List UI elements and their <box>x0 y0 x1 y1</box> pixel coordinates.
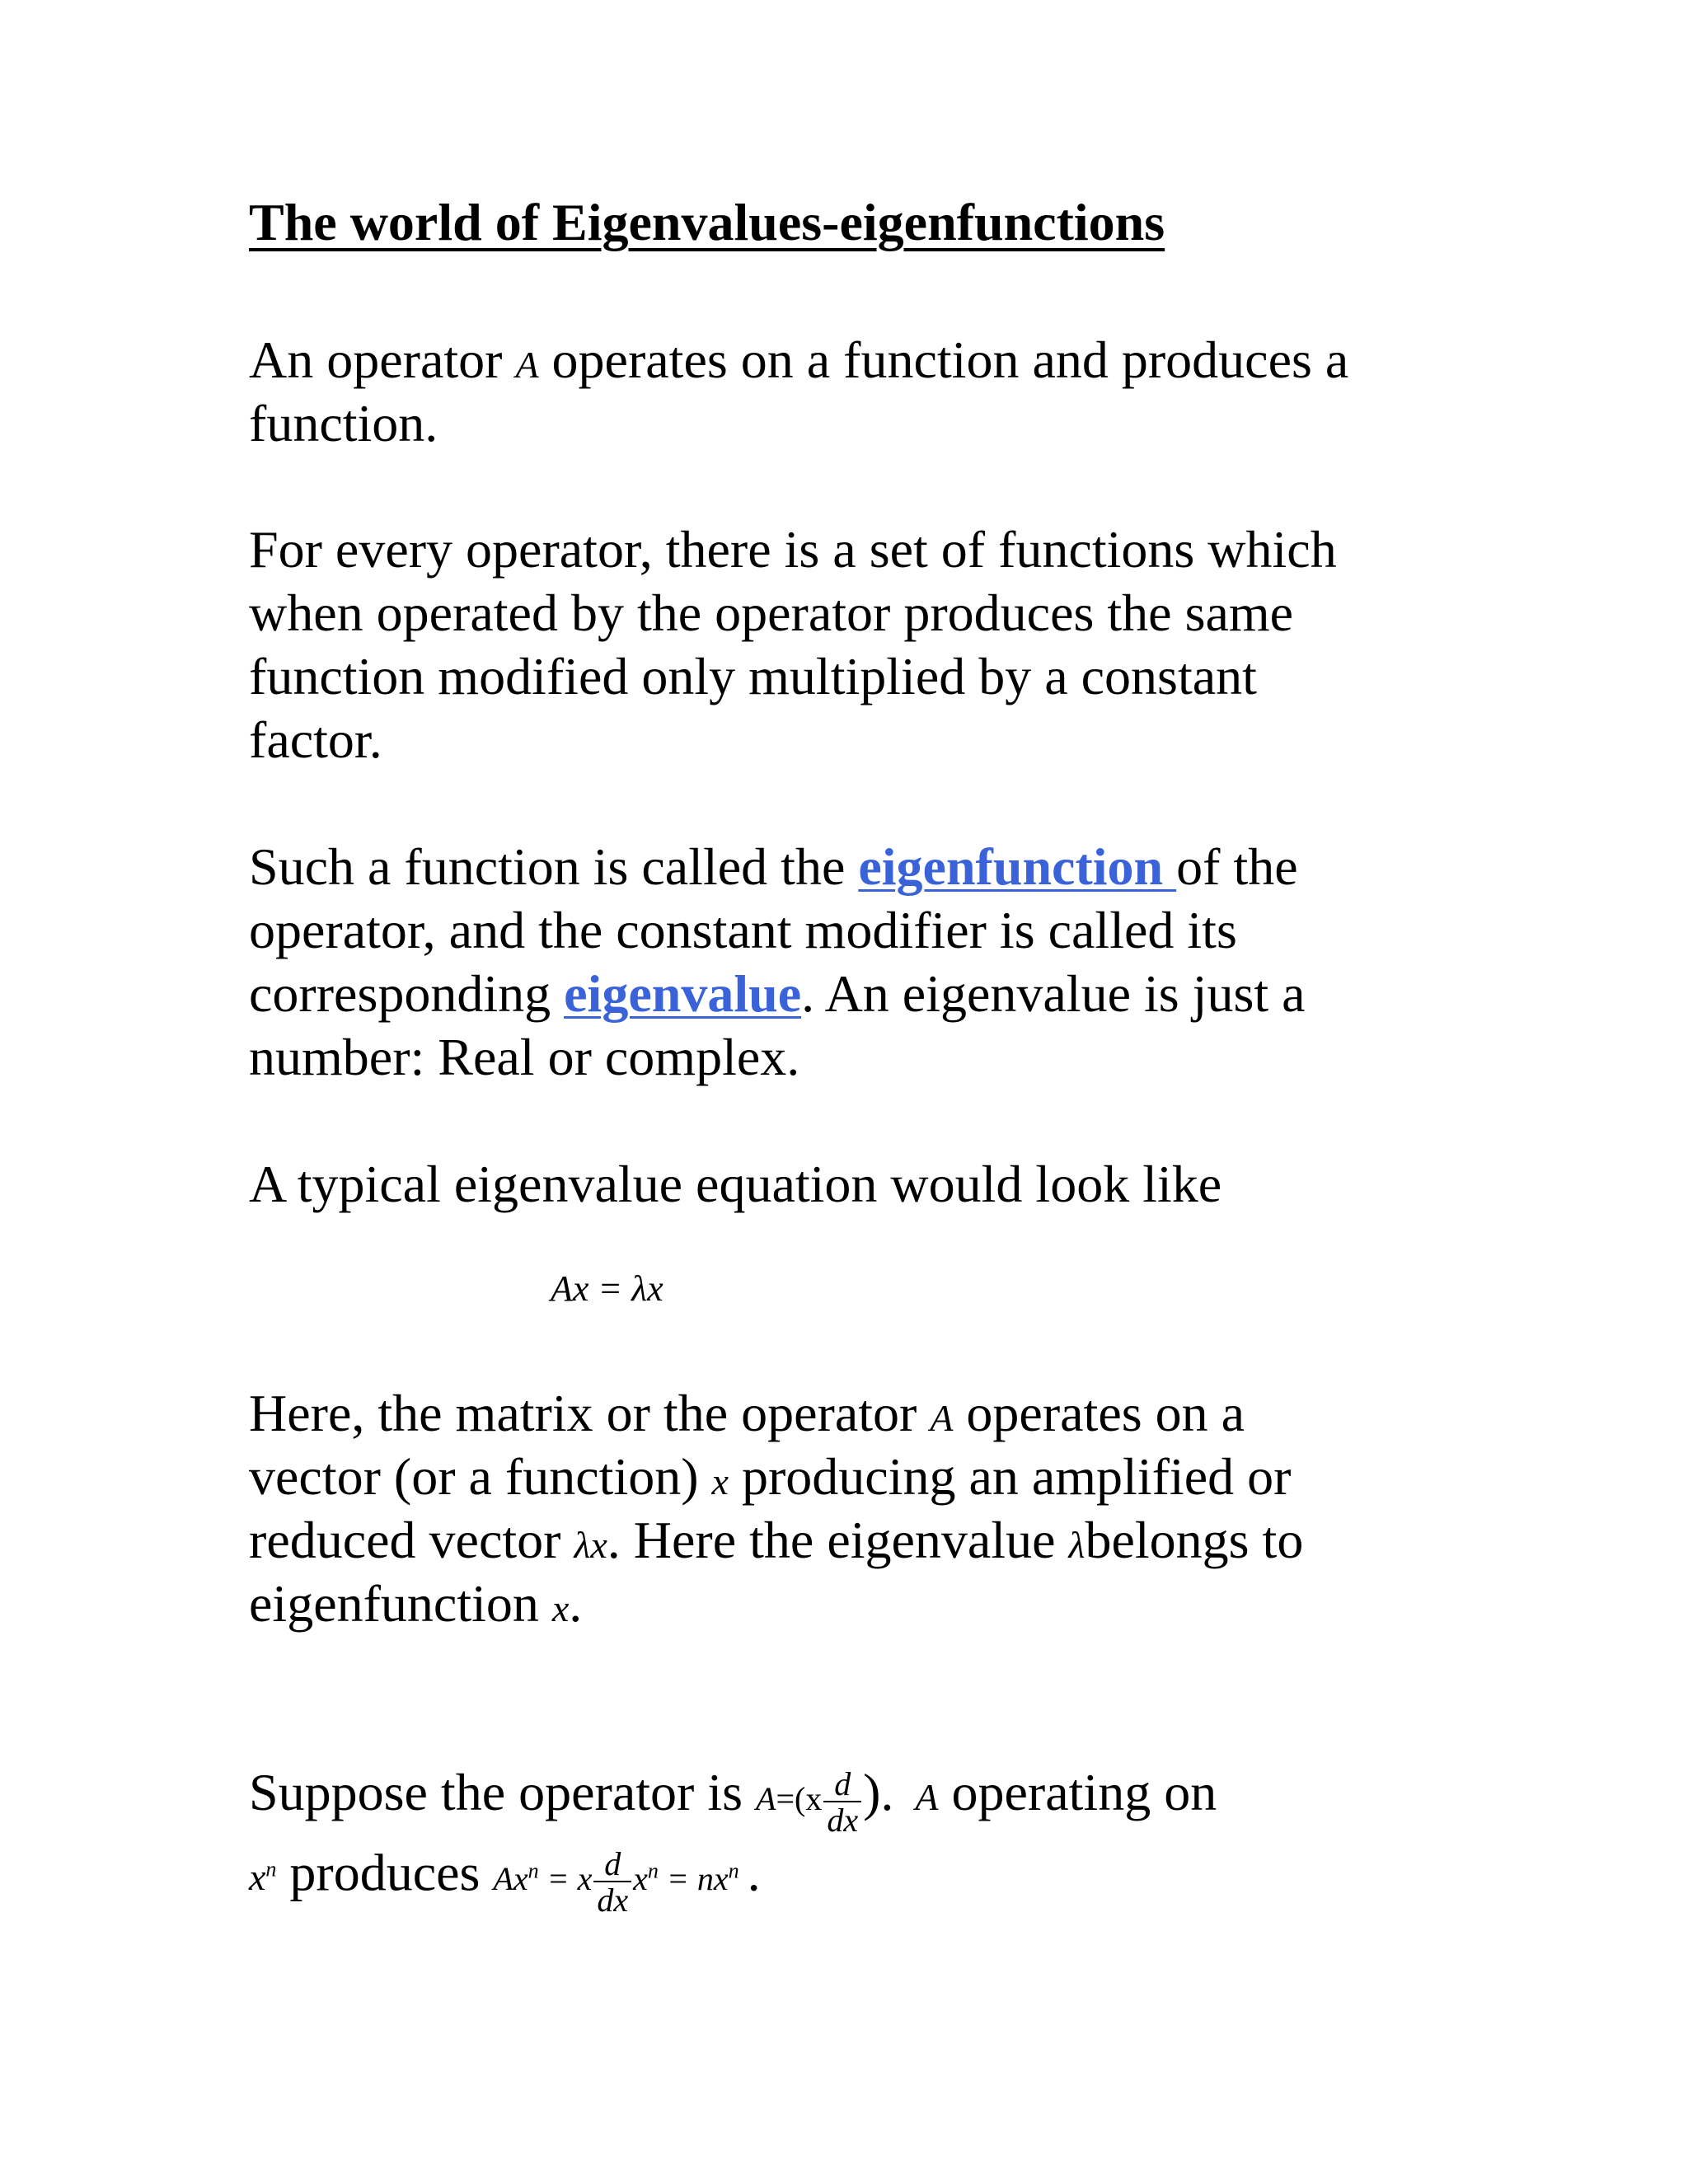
exponent: n <box>528 1859 539 1883</box>
math-symbol-lambda-x: λx <box>574 1524 607 1566</box>
operator-definition <box>756 1763 902 1839</box>
paragraph-operator-intro <box>249 328 1452 455</box>
math-symbol-A: A <box>756 1780 776 1817</box>
text-span: Suppose the operator is <box>249 1763 743 1821</box>
eigenvalue-link[interactable]: eigenvalue <box>564 964 802 1023</box>
text-line: function modified only multiplied by a constant <box>249 647 1257 705</box>
exponent: n <box>265 1858 277 1882</box>
eigenfunction-link[interactable]: eigenfunction <box>858 837 1177 896</box>
text-line <box>249 328 1452 391</box>
text-span: . <box>569 1574 583 1633</box>
example-equation <box>493 1845 747 1919</box>
text-span: produces <box>289 1843 481 1902</box>
math-text: ). <box>863 1763 894 1821</box>
text-span: Here, the matrix or the operator <box>249 1384 917 1442</box>
text-span: . An eigenvalue is just a <box>801 964 1306 1023</box>
text-line: function. <box>249 394 438 452</box>
math-symbol-lambda: λ <box>1068 1524 1085 1566</box>
derivative-fraction <box>593 1845 631 1919</box>
math-text: =(x <box>776 1780 823 1817</box>
fraction-denominator: dx <box>593 1881 631 1917</box>
text-line <box>249 962 1452 1025</box>
math-symbol-x: x <box>551 1587 570 1629</box>
text-line <box>249 1381 1452 1445</box>
fraction-denominator: dx <box>823 1801 861 1837</box>
text-span: operates on a function and produces a <box>551 330 1349 389</box>
text-line <box>249 1445 1452 1508</box>
text-line: number: Real or complex. <box>249 1028 800 1086</box>
math-symbol-x: x <box>249 1856 266 1899</box>
paragraph-explanation <box>249 1381 1452 1635</box>
exponent: n <box>647 1859 659 1883</box>
text-span: operates on a <box>966 1384 1245 1442</box>
text-line <box>249 1508 1452 1572</box>
text-line: factor. <box>249 710 382 769</box>
text-span: producing an amplified or <box>741 1447 1292 1506</box>
text-span: of the <box>1176 837 1298 896</box>
text-span: operating on <box>951 1763 1217 1821</box>
text-line <box>249 1833 1452 1919</box>
text-span: Such a function is called the <box>249 837 846 896</box>
text-span: eigenfunction <box>249 1574 539 1633</box>
text-line: operator, and the constant modifier is called its <box>249 901 1237 959</box>
math-text: Ax <box>493 1860 528 1898</box>
text-line <box>249 835 1452 898</box>
paragraph-definitions <box>249 835 1452 1089</box>
math-symbol-A: A <box>930 1397 954 1439</box>
text-span: . <box>747 1843 761 1902</box>
derivative-fraction <box>823 1765 861 1839</box>
text-span: reduced vector <box>249 1511 561 1569</box>
page-title: The world of Eigenvalues-eigenfunctions <box>249 193 1165 251</box>
math-symbol-A: A <box>515 344 539 386</box>
text-line: For every operator, there is a set of functions which <box>249 520 1337 579</box>
text-span: corresponding <box>249 964 551 1023</box>
text-span: vector (or a function) <box>249 1447 699 1506</box>
math-text: = nx <box>666 1860 729 1898</box>
math-symbol-x: x <box>711 1460 729 1502</box>
paragraph-typical-equation <box>249 1152 1452 1216</box>
text-line: when operated by the operator produces the same <box>249 583 1294 642</box>
math-symbol-x: x <box>633 1860 648 1898</box>
exponent: n <box>728 1859 739 1883</box>
paragraph-example <box>249 1755 1452 1919</box>
fraction-numerator: d <box>834 1765 851 1802</box>
fraction-numerator: d <box>604 1845 621 1883</box>
text-line <box>249 1572 1452 1635</box>
text-span: An operator <box>249 330 503 389</box>
math-symbol-A: A <box>915 1776 939 1818</box>
text-line: A typical eigenvalue equation would look like <box>249 1155 1222 1213</box>
paragraph-eigen-set <box>249 518 1452 771</box>
text-span: . Here the eigenvalue <box>607 1511 1056 1569</box>
math-text: = x <box>546 1860 593 1898</box>
text-span: belongs to <box>1085 1511 1304 1569</box>
eigenvalue-equation: Ax = λx <box>551 1268 663 1309</box>
text-line <box>249 1755 1452 1839</box>
math-x-power-n <box>249 1856 276 1898</box>
